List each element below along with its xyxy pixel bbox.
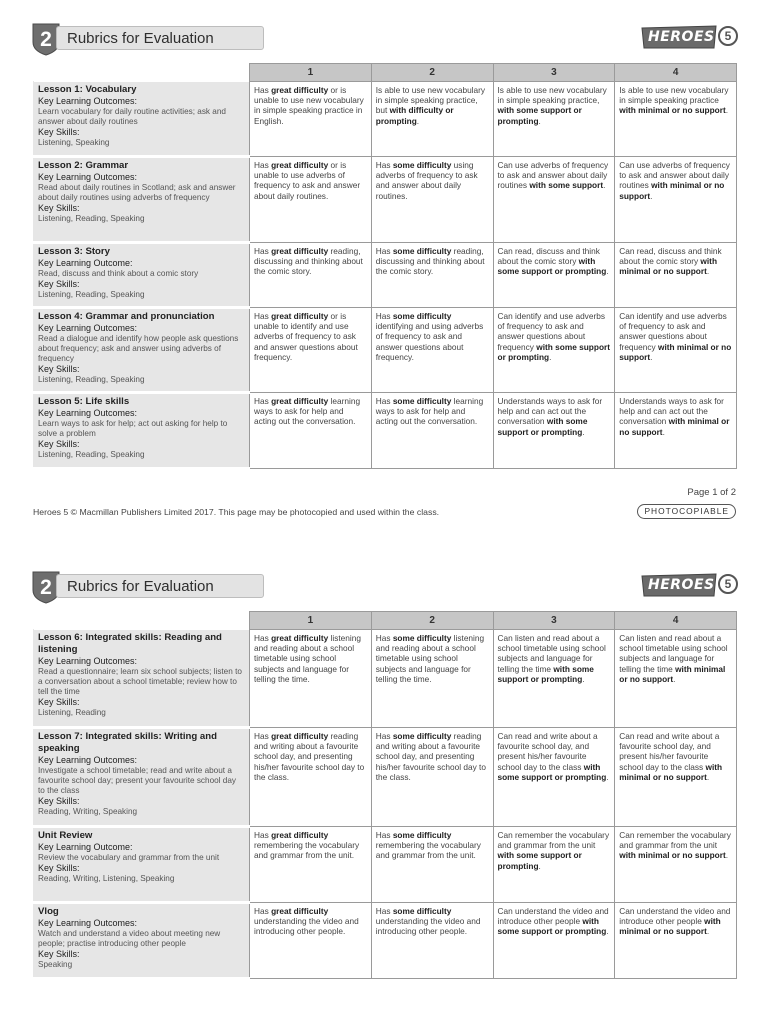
- level-header-4: 4: [615, 612, 737, 630]
- brand-name: HEROES: [648, 577, 715, 593]
- rubric-row: [34, 903, 737, 979]
- outcome-text: Read a dialogue and identify how people ask questions about frequency; ask and answer using adverbs of frequency: [38, 334, 239, 363]
- skills-text: Reading, Writing, Listening, Speaking: [38, 874, 175, 883]
- page-title: Rubrics for Evaluation: [67, 30, 214, 47]
- level-1-cell: Has great difficulty or is unable to use new vocabulary in simple speaking practice in English.: [250, 82, 372, 157]
- level-header-row: [34, 64, 737, 82]
- rubric-row: [34, 827, 737, 903]
- outcome-label: Key Learning Outcomes:: [38, 656, 138, 666]
- level-2-cell: Has some difficulty reading and writing about a favourite school day, and presenting his/her favourite school day to the class.: [371, 728, 493, 827]
- lesson-title: Lesson 3: Story: [38, 246, 110, 257]
- rubric-row: [34, 243, 737, 308]
- lesson-title: Lesson 2: Grammar: [38, 160, 129, 171]
- level-4-cell: Can read and write about a favourite school day, and present his/her favourite school day to the class with minimal or no support.: [615, 728, 737, 827]
- level-header-row: [34, 612, 737, 630]
- rubric-row: [34, 728, 737, 827]
- level-4-cell: Can identify and use adverbs of frequency to ask and answer questions about frequency with minimal or no support.: [615, 308, 737, 393]
- title-bar: [56, 26, 264, 50]
- level-header-4: 4: [615, 64, 737, 82]
- unit-number: 2: [40, 576, 52, 599]
- skills-label: Key Skills:: [38, 439, 80, 449]
- level-1-cell: Has great difficulty or is unable to identify and use adverbs of frequency to ask and answer questions about frequency.: [250, 308, 372, 393]
- page-number: Page 1 of 2: [687, 487, 736, 498]
- outcome-text: Read about daily routines in Scotland; ask and answer about daily routines using adverbs of frequency: [38, 183, 236, 202]
- level-4-cell: Can listen and read about a school timetable using school subjects and language for telling the time with minimal or no support.: [615, 630, 737, 728]
- brand-level-badge: 5: [718, 574, 738, 594]
- skills-label: Key Skills:: [38, 364, 80, 374]
- header-blank: [34, 612, 250, 630]
- rubric-row: [34, 157, 737, 243]
- brand-name: HEROES: [648, 29, 715, 45]
- rubric-body: [34, 82, 737, 469]
- skills-text: Reading, Writing, Speaking: [38, 807, 138, 816]
- brand-level-badge: 5: [718, 26, 738, 46]
- level-4-cell: Can use adverbs of frequency to ask and answer about daily routines with minimal or no support.: [615, 157, 737, 243]
- title-bar: [56, 574, 264, 598]
- level-2-cell: Has some difficulty listening and reading about a school timetable using school subjects and language for telling the time.: [371, 630, 493, 728]
- level-2-cell: Is able to use new vocabulary in simple speaking practice, but with difficulty or prompting.: [371, 82, 493, 157]
- heroes-logo: [640, 22, 740, 52]
- outcome-label: Key Learning Outcomes:: [38, 96, 138, 106]
- copyright-notice: Heroes 5 © Macmillan Publishers Limited 2017. This page may be photocopied and used within the class.: [33, 507, 440, 517]
- page-2: [0, 548, 768, 1024]
- outcome-text: Review the vocabulary and grammar from the unit: [38, 853, 220, 862]
- level-4-cell: Can understand the video and introduce other people with minimal or no support.: [615, 903, 737, 979]
- level-2-cell: Has some difficulty reading, discussing and thinking about the comic story.: [371, 243, 493, 308]
- lesson-cell: [34, 827, 250, 903]
- page-title: Rubrics for Evaluation: [67, 578, 214, 595]
- skills-label: Key Skills:: [38, 203, 80, 213]
- lesson-cell: [34, 157, 250, 243]
- outcome-label: Key Learning Outcomes:: [38, 323, 138, 333]
- skills-text: Listening, Reading: [38, 708, 106, 717]
- lesson-cell: [34, 308, 250, 393]
- outcome-text: Watch and understand a video about meeting new people; practise introducing other people: [38, 929, 221, 948]
- skills-label: Key Skills:: [38, 796, 80, 806]
- outcome-text: Learn vocabulary for daily routine activities; ask and answer about daily routines: [38, 107, 226, 126]
- level-1-cell: Has great difficulty remembering the vocabulary and grammar from the unit.: [250, 827, 372, 903]
- skills-text: Listening, Reading, Speaking: [38, 214, 145, 223]
- skills-label: Key Skills:: [38, 127, 80, 137]
- outcome-label: Key Learning Outcome:: [38, 842, 133, 852]
- page-header: [30, 570, 740, 606]
- level-1-cell: Has great difficulty reading and writing about a favourite school day, and presenting his/her favourite school day to the class.: [250, 728, 372, 827]
- outcome-text: Investigate a school timetable; read and write about a favourite school day; present your favourite school day to the class: [38, 766, 236, 795]
- lesson-title: Lesson 7: Integrated skills: Writing and speaking: [38, 731, 217, 754]
- level-header-1: 1: [250, 612, 372, 630]
- lesson-cell: [34, 630, 250, 728]
- outcome-label: Key Learning Outcomes:: [38, 755, 138, 765]
- lesson-cell: [34, 728, 250, 827]
- rubric-row: [34, 393, 737, 469]
- lesson-title: Lesson 1: Vocabulary: [38, 84, 137, 95]
- level-4-cell: Is able to use new vocabulary in simple speaking practice with minimal or no support.: [615, 82, 737, 157]
- level-header-3: 3: [493, 612, 615, 630]
- level-4-cell: Can read, discuss and think about the comic story with minimal or no support.: [615, 243, 737, 308]
- lesson-cell: [34, 82, 250, 157]
- rubric-row: [34, 82, 737, 157]
- rubric-body: [34, 630, 737, 979]
- level-1-cell: Has great difficulty understanding the video and introducing other people.: [250, 903, 372, 979]
- page-header: [30, 22, 740, 58]
- skills-label: Key Skills:: [38, 949, 80, 959]
- lesson-title: Lesson 5: Life skills: [38, 396, 130, 407]
- level-2-cell: Has some difficulty identifying and using adverbs of frequency to ask and answer questions about frequency.: [371, 308, 493, 393]
- outcome-label: Key Learning Outcomes:: [38, 172, 138, 182]
- level-header-2: 2: [371, 612, 493, 630]
- skills-text: Listening, Reading, Speaking: [38, 375, 145, 384]
- level-header-3: 3: [493, 64, 615, 82]
- photocopiable-badge: PHOTOCOPIABLE: [637, 504, 736, 519]
- level-4-cell: Understands ways to ask for help and can act out the conversation with minimal or no support.: [615, 393, 737, 469]
- lesson-title: Lesson 6: Integrated skills: Reading and listening: [38, 632, 222, 655]
- lesson-title: Lesson 4: Grammar and pronunciation: [38, 311, 215, 322]
- skills-label: Key Skills:: [38, 863, 80, 873]
- level-1-cell: Has great difficulty listening and reading about a school timetable using school subjects and language for telling the time.: [250, 630, 372, 728]
- lesson-cell: [34, 903, 250, 979]
- level-3-cell: Can identify and use adverbs of frequency to ask and answer questions about frequency with some support or prompting.: [493, 308, 615, 393]
- level-3-cell: Can understand the video and introduce other people with some support or prompting.: [493, 903, 615, 979]
- header-blank: [34, 64, 250, 82]
- outcome-label: Key Learning Outcomes:: [38, 918, 138, 928]
- lesson-title: Unit Review: [38, 830, 93, 841]
- rubric-row: [34, 308, 737, 393]
- heroes-logo: [640, 570, 740, 600]
- lesson-cell: [34, 243, 250, 308]
- level-3-cell: Can read and write about a favourite school day, and present his/her favourite school day to the class with some support or prompting.: [493, 728, 615, 827]
- outcome-label: Key Learning Outcome:: [38, 258, 133, 268]
- rubric-table: [33, 611, 737, 980]
- level-header-1: 1: [250, 64, 372, 82]
- skills-text: Listening, Speaking: [38, 138, 110, 147]
- level-4-cell: Can remember the vocabulary and grammar from the unit with minimal or no support.: [615, 827, 737, 903]
- outcome-label: Key Learning Outcomes:: [38, 408, 138, 418]
- lesson-cell: [34, 393, 250, 469]
- skills-text: Listening, Reading, Speaking: [38, 290, 145, 299]
- skills-label: Key Skills:: [38, 697, 80, 707]
- level-1-cell: Has great difficulty reading, discussing and thinking about the comic story.: [250, 243, 372, 308]
- level-3-cell: Is able to use new vocabulary in simple speaking practice, with some support or prompting.: [493, 82, 615, 157]
- level-2-cell: Has some difficulty using adverbs of frequency to ask and answer about daily routines.: [371, 157, 493, 243]
- level-3-cell: Understands ways to ask for help and can act out the conversation with some support or prompting.: [493, 393, 615, 469]
- rubric-table: [33, 63, 737, 470]
- unit-number: 2: [40, 28, 52, 51]
- level-2-cell: Has some difficulty remembering the vocabulary and grammar from the unit.: [371, 827, 493, 903]
- level-1-cell: Has great difficulty or is unable to use adverbs of frequency to ask and answer about daily routines.: [250, 157, 372, 243]
- level-3-cell: Can read, discuss and think about the comic story with some support or prompting.: [493, 243, 615, 308]
- level-3-cell: Can listen and read about a school timetable using school subjects and language for telling the time with some support or prompting.: [493, 630, 615, 728]
- skills-text: Listening, Reading, Speaking: [38, 450, 145, 459]
- level-1-cell: Has great difficulty learning ways to ask for help and acting out the conversation.: [250, 393, 372, 469]
- skills-label: Key Skills:: [38, 279, 80, 289]
- level-2-cell: Has some difficulty learning ways to ask for help and acting out the conversation.: [371, 393, 493, 469]
- level-2-cell: Has some difficulty understanding the video and introducing other people.: [371, 903, 493, 979]
- skills-text: Speaking: [38, 960, 73, 969]
- outcome-text: Learn ways to ask for help; act out asking for help to solve a problem: [38, 419, 228, 438]
- lesson-title: Vlog: [38, 906, 59, 917]
- outcome-text: Read, discuss and think about a comic story: [38, 269, 199, 278]
- rubric-row: [34, 630, 737, 728]
- level-header-2: 2: [371, 64, 493, 82]
- level-3-cell: Can remember the vocabulary and grammar from the unit with some support or prompting.: [493, 827, 615, 903]
- level-3-cell: Can use adverbs of frequency to ask and answer about daily routines with some support.: [493, 157, 615, 243]
- outcome-text: Read a questionnaire; learn six school subjects; listen to a conversation about a school timetable; review how to tell the time: [38, 667, 242, 696]
